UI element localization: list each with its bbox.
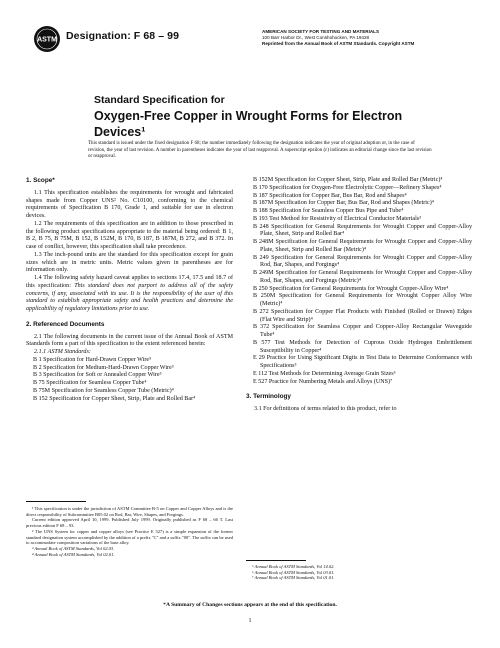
footnotes-left [26, 506, 233, 557]
reference-item: B 2 Specification for Medium-Hard-Drawn Copper Wire³ [33, 364, 174, 371]
paragraph-1-4 [26, 275, 233, 314]
summary-of-changes-note: *A Summary of Changes sections appears at the end of this specification. [163, 602, 337, 608]
reference-item: B 372 Specification for Seamless Copper and Copper-Alloy Rectangular Waveguide Tube⁴ [253, 324, 472, 338]
reference-item: E 29 Practice for Using Significant Digits in Test Data to Determine Conformance with Specifications⁵ [253, 355, 472, 369]
footnote-divider-right [246, 560, 306, 561]
reference-item: B 187M Specification for Copper Bar, Bus Bar, Rod and Shapes (Metric)⁴ [253, 200, 434, 207]
reference-item: B 187 Specification for Copper Bar, Bus Bar, Rod and Shapes⁴ [253, 192, 407, 199]
footnote: ⁴ Annual Book of ASTM Standards, Vol 02.01. [32, 551, 115, 557]
footnote: ¹ This specification is under the jurisdiction of ASTM Committee B-5 on Copper and Copper Alloys and is the direct responsibility of Subcommittee B05.02 on Rod, Bar, Wire, Shapes, and Forgings. [26, 506, 233, 517]
reference-item: B 152 Specification for Copper Sheet, Strip, Plate and Rolled Bar⁴ [33, 395, 196, 402]
paragraph-3-1: 3.1 For definitions of terms related to this product, refer to [254, 406, 397, 412]
title-line-1: Standard Specification for [94, 94, 225, 106]
footnote-divider-left [26, 501, 86, 502]
page-number: 1 [248, 618, 252, 624]
section-heading-referenced-documents: 2. Referenced Documents [26, 320, 105, 328]
footnotes-right [246, 564, 472, 581]
reference-item: B 250M Specification for General Requirements for Wrought Copper Alloy Wire (Metric)⁴ [253, 293, 472, 307]
document-title [94, 94, 424, 139]
footnote: ⁶ Annual Book of ASTM Standards, Vol 03.01. [252, 569, 335, 575]
paragraph-2-1: 2.1 The following documents in the current issue of the Annual Book of ASTM Standards form a part of this specification to the extent referenced herein: [26, 333, 233, 348]
reference-item: B 75M Specification for Seamless Copper Tube (Metric)⁴ [33, 387, 174, 394]
right-column [246, 177, 472, 414]
designation-notice: This standard is issued under the fixed designation F 68; the number immediately following the designation indicates the year of original adoption or, in the case of revision, the year of last revision. A number in parentheses indicates the year of last reapproval. A superscript epsilon (ε) indicates an editorial change since the last revision or reapproval. [88, 141, 432, 160]
left-column [26, 177, 233, 403]
footnote: ³ Annual Book of ASTM Standards, Vol 02.03. [32, 545, 115, 551]
reference-item: B 152M Specification for Copper Sheet, Strip, Plate and Rolled Bar (Metric)⁴ [253, 177, 443, 183]
reference-item: B 3 Specification for Soft or Annealed Copper Wire³ [33, 372, 162, 379]
astm-logo-icon [34, 26, 60, 52]
paragraph-1-4-intro: 1.4 The following safety hazard caveat applies to sections 17.4, 17.5 and 18.7 of this specification: [26, 275, 233, 289]
reference-item: B 272 Specification for Copper Flat Products with Finished (Rolled or Drawn) Edges (Flat Wire and Strip)⁴ [253, 308, 472, 323]
safety-caveat: This standard does not purport to address all of the safety concerns, if any, associated with its use. It is the responsibility of the user of this standard to establish appropriate safety and health practices and determine the applicability of regulatory limitations prior to use. [26, 282, 233, 312]
paragraph-1-1: 1.1 This specification establishes the requirements for wrought and fabricated shapes made from Copper UNS² No. C10100, conforming to the chemical requirements of Specification B 170, Grade 1, and suitable for use in electron devices. [26, 189, 233, 219]
paragraph-2-1-1: 2.1.1 ASTM Standards: [34, 349, 91, 355]
title-line-3: Devices¹ [94, 125, 146, 139]
reference-item: E 112 Test Methods for Determining Average Grain Sizes⁶ [253, 370, 396, 377]
reference-item: B 75 Specification for Seamless Copper Tube⁴ [33, 380, 147, 386]
publisher-name: AMERICAN SOCIETY FOR TESTING AND MATERIALS [262, 29, 380, 34]
reference-item: B 188 Specification for Seamless Copper Bus Pipe and Tube⁴ [253, 208, 404, 214]
reference-item: B 193 Test Method for Resistivity of Electrical Conductor Materials³ [253, 215, 421, 222]
section-heading-scope: 1. Scope* [26, 177, 55, 184]
reference-item: B 170 Specification for Oxygen-Free Electrolytic Copper—Refinery Shapes⁴ [253, 184, 442, 191]
paragraph-1-2: 1.2 The requirements of this specification are in addition to those prescribed in the following product specifications appropriate to the material being ordered: B 1, B 2, B 75, B 75M, B 152, B 152M, B 170, B 187, B 187M, B 272, and B 372. In case of conflict, however, this specification shall take precedence. [26, 220, 233, 250]
reprint-note: Reprinted from the Annual Book of ASTM Standards. Copyright ASTM [262, 41, 415, 46]
reference-item: E 527 Practice for Numbering Metals and Alloys (UNS)⁷ [253, 378, 393, 385]
footnote: ² The UNS System for copper and copper alloys (see Practice E 527) is a simple expansion of the former standard designation system accomplished by the addition of a prefix "C" and a suffix "00". The suffix can be used to accommodate composition variations of the base alloy. [26, 528, 233, 546]
title-line-2: Oxygen-Free Copper in Wrought Forms for Electron [94, 109, 403, 123]
paragraph-1-3: 1.3 The inch-pound units are the standard for this specification except for grain sizes which are in metric units. Metric values given in parentheses are for information only. [26, 251, 233, 274]
reference-item: B 250 Specification for General Requirements for Wrought Copper-Alloy Wire⁴ [253, 285, 449, 292]
reference-item: B 248M Specification for General Requirements for Wrought Copper and Copper-Alloy Plate, Sheet, Strip and Rolled Bar (Metric)⁴ [253, 239, 472, 253]
svg-text:ASTM: ASTM [37, 36, 57, 44]
reference-item: B 249 Specification for General Requirements for Wrought Copper and Copper-Alloy Rod, Bar, Shapes, and Forgings⁴ [253, 254, 472, 269]
reference-item: B 248 Specification for General Requirements for Wrought Copper and Copper-Alloy Plate, Sheet, Strip and Rolled Bar⁴ [253, 223, 472, 238]
designation: Designation: F 68 – 99 [66, 30, 180, 42]
reference-item: B 249M Specification for General Requirements for Wrought Copper and Copper-Alloy Rod, Bar, Shapes, and Forgings (Metric)⁴ [253, 270, 472, 284]
footnote: Current edition approved April 10, 1999. Published July 1999. Originally published as F 68 – 66 T. Last previous edition F 68 – 93. [26, 517, 233, 529]
reference-item: B 1 Specification for Hard-Drawn Copper Wire³ [33, 356, 151, 363]
publisher-address: 100 Barr Harbor Dr., West Conshohocken, PA 19428 [262, 35, 370, 40]
publisher-block [262, 29, 472, 47]
section-heading-terminology: 3. Terminology [246, 393, 291, 401]
astm-logo [34, 26, 60, 52]
reference-item: B 577 Test Methods for Detection of Cuprous Oxide Hydrogen Embrittlement Susceptibility in Copper⁴ [253, 339, 472, 354]
footnote: ⁷ Annual Book of ASTM Standards, Vol 01.01. [252, 575, 335, 581]
footnote: ⁵ Annual Book of ASTM Standards, Vol 14.02. [252, 564, 335, 569]
